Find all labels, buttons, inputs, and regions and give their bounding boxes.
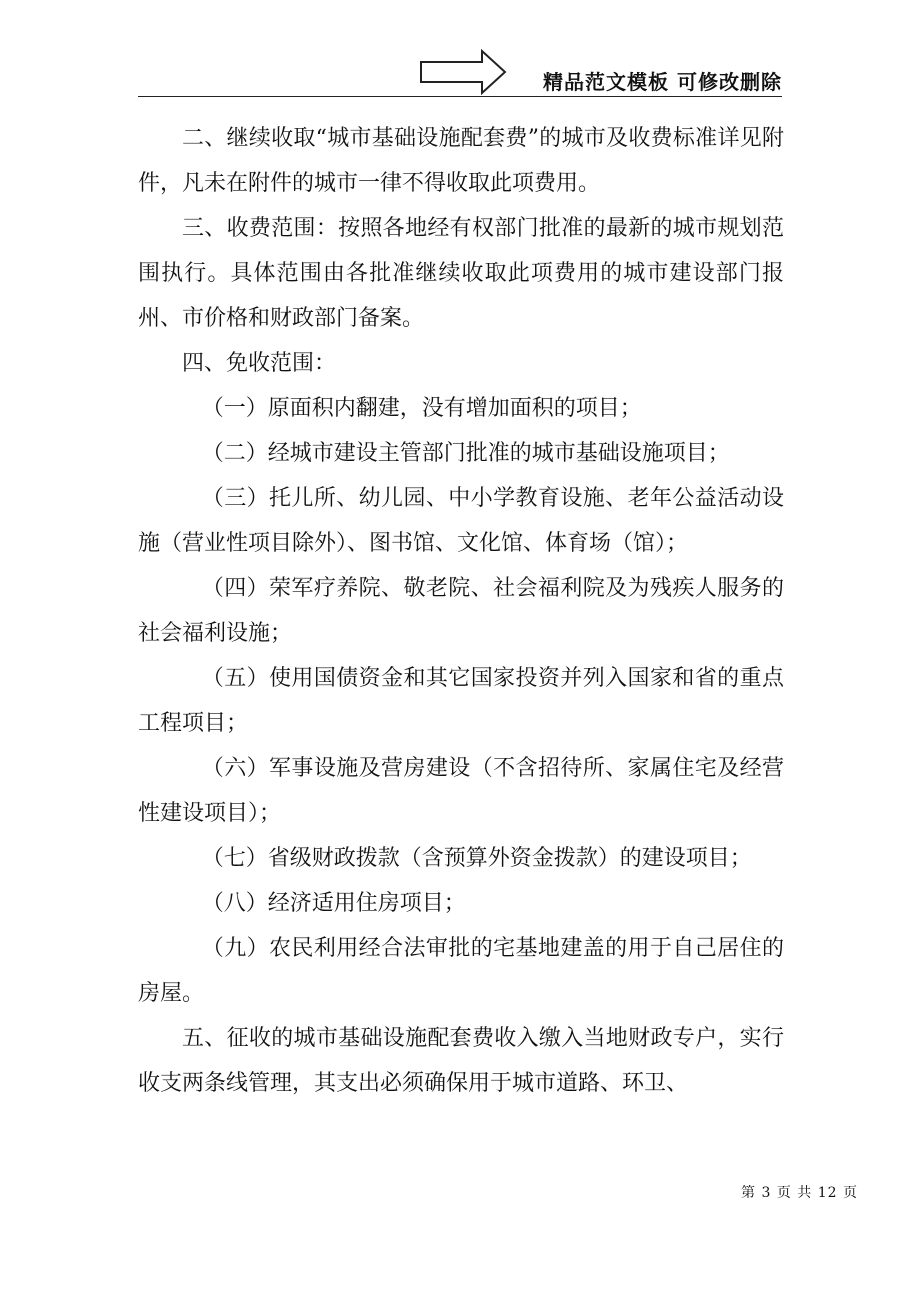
document-body (138, 116, 784, 1106)
list-item-exemption-9: （九）农民利用经合法审批的宅基地建盖的用于自己居住的房屋。 (138, 936, 784, 1006)
page-number: 第 3 页 共 12 页 (741, 1185, 858, 1201)
list-item-exemption-7: （七）省级财政拨款（含预算外资金拨款）的建设项目； (201, 846, 752, 871)
list-item-exemption-6: （六）军事设施及营房建设（不含招待所、家属住宅及经营性建设项目）； (138, 756, 784, 826)
page-header (0, 0, 920, 100)
list-item-exemption-4: （四）荣军疗养院、敬老院、社会福利院及为残疾人服务的社会福利设施； (138, 576, 784, 646)
list-item-exemption-3: （三）托儿所、幼儿园、中小学教育设施、老年公益活动设施（营业性项目除外）、图书馆、文化馆、体育场（馆）； (138, 486, 784, 556)
paragraph-section-4: 四、免收范围： (182, 351, 337, 376)
paragraph-section-3: 三、收费范围：按照各地经有权部门批准的最新的城市规划范围执行。具体范围由各批准继续收取此项费用的城市建设部门报州、市价格和财政部门备案。 (138, 216, 784, 331)
header-divider (138, 96, 782, 97)
paragraph-section-5: 五、征收的城市基础设施配套费收入缴入当地财政专户，实行收支两条线管理，其支出必须确保用于城市道路、环卫、 (138, 1026, 784, 1096)
list-item-exemption-2: （二）经城市建设主管部门批准的城市基础设施项目； (201, 441, 730, 466)
right-arrow-icon (418, 48, 508, 96)
list-item-exemption-1: （一）原面积内翻建，没有增加面积的项目； (201, 396, 642, 421)
list-item-exemption-8: （八）经济适用住房项目； (201, 891, 466, 916)
paragraph-section-2: 二、继续收取“城市基础设施配套费”的城市及收费标准详见附件，凡未在附件的城市一律不得收取此项费用。 (138, 126, 784, 196)
header-title: 精品范文模板 可修改删除 (543, 70, 782, 94)
list-item-exemption-5: （五）使用国债资金和其它国家投资并列入国家和省的重点工程项目； (138, 666, 784, 736)
